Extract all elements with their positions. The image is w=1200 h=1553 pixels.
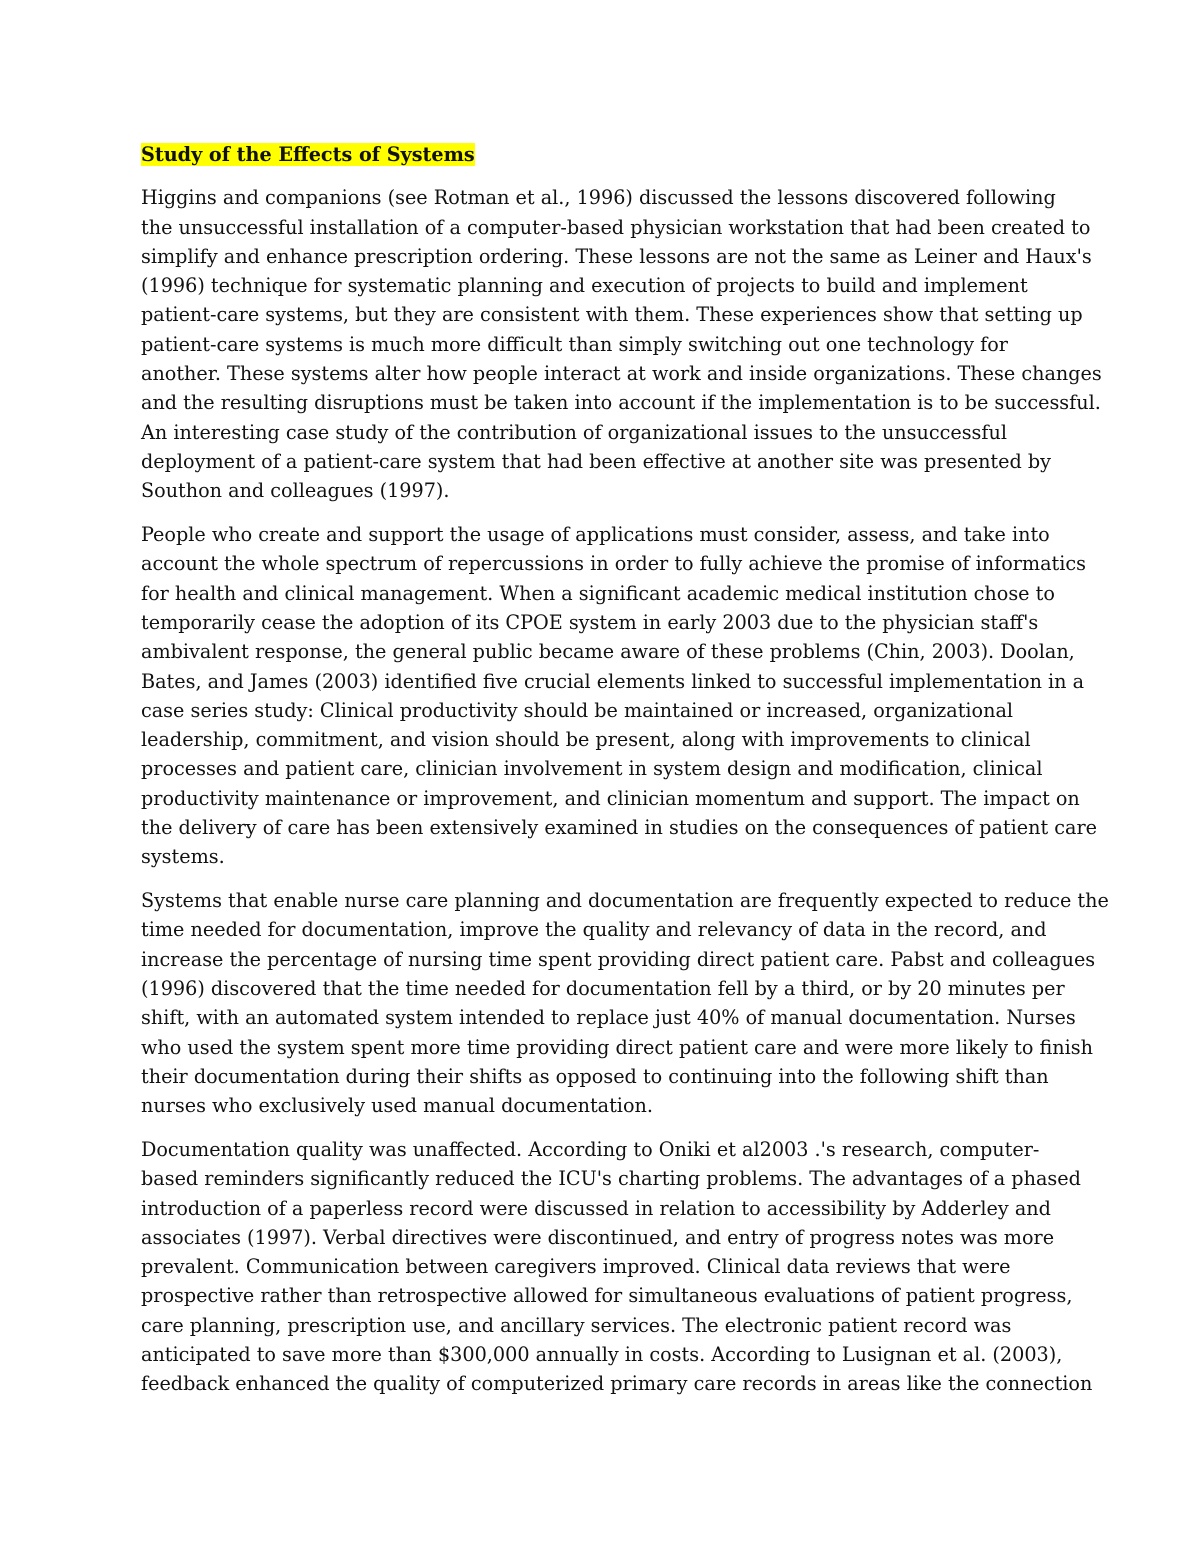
paragraph-line: and the resulting disruptions must be taken into account if the implementation is to be successful. (141, 391, 1101, 415)
paragraph-line: patient-care systems, but they are consistent with them. These experiences show that setting up (141, 303, 1083, 327)
paragraph-line: leadership, commitment, and vision should be present, along with improvements to clinical (141, 728, 1031, 752)
paragraph-line: associates (1997). Verbal directives were discontinued, and entry of progress notes was more (141, 1225, 1055, 1249)
paragraph-line: prevalent. Communication between caregivers improved. Clinical data reviews that were (141, 1255, 1011, 1279)
paragraph-line: productivity maintenance or improvement, and clinician momentum and support. The impact on (141, 786, 1080, 810)
paragraph-line: another. These systems alter how people interact at work and inside organizations. These changes (141, 362, 1102, 386)
paragraph-container (141, 183, 1109, 1398)
paragraph-line: their documentation during their shifts as opposed to continuing into the following shift than (141, 1064, 1049, 1088)
paragraph-line: ambivalent response, the general public became aware of these problems (Chin, 2003). Doolan, (141, 640, 1075, 664)
paragraph-line: increase the percentage of nursing time spent providing direct patient care. Pabst and colleagues (141, 947, 1096, 971)
paragraph-line: processes and patient care, clinician involvement in system design and modification, clinical (141, 757, 1043, 781)
paragraph-line: care planning, prescription use, and ancillary services. The electronic patient record was (141, 1313, 1012, 1337)
paragraph-line: the delivery of care has been extensively examined in studies on the consequences of patient care (141, 816, 1097, 840)
paragraph-line: simplify and enhance prescription ordering. These lessons are not the same as Leiner and Haux's (141, 244, 1092, 268)
paragraph-line: introduction of a paperless record were discussed in relation to accessibility by Adderley and (141, 1196, 1051, 1220)
paragraph-line: account the whole spectrum of repercussions in order to fully achieve the promise of informatics (141, 552, 1086, 576)
paragraph-line: Higgins and companions (see Rotman et al., 1996) discussed the lessons discovered following (141, 186, 1056, 210)
paragraph-line: shift, with an automated system intended to replace just 40% of manual documentation. Nurses (141, 1006, 1076, 1030)
paragraph-line: time needed for documentation, improve the quality and relevancy of data in the record, and (141, 918, 1047, 942)
paragraph-line: Documentation quality was unaffected. According to Oniki et al2003 .'s research, computer- (141, 1138, 1040, 1161)
paragraph-line: Southon and colleagues (1997). (141, 479, 450, 503)
paragraph (141, 886, 1109, 1120)
paragraph (141, 520, 1097, 872)
paragraph-line: An interesting case study of the contribution of organizational issues to the unsuccessful (141, 420, 1008, 444)
paragraph-line: prospective rather than retrospective allowed for simultaneous evaluations of patient progress, (141, 1284, 1073, 1308)
paragraph-line: Systems that enable nurse care planning and documentation are frequently expected to reduce the (141, 889, 1109, 913)
paragraph-line: anticipated to save more than $300,000 annually in costs. According to Lusignan et al. (2003), (141, 1343, 1063, 1367)
paragraph-line: for health and clinical management. When a significant academic medical institution chose to (141, 581, 1055, 605)
paragraph-line: nurses who exclusively used manual documentation. (141, 1094, 653, 1118)
paragraph-line: patient-care systems is much more difficult than simply switching out one technology for (141, 332, 1008, 356)
paragraph-line: (1996) discovered that the time needed for documentation fell by a third, or by 20 minutes per (141, 977, 1065, 1001)
document-body (141, 140, 1109, 1413)
paragraph-line: based reminders significantly reduced the ICU's charting problems. The advantages of a phased (141, 1167, 1081, 1191)
paragraph-line: feedback enhanced the quality of computerized primary care records in areas like the connection (141, 1372, 1093, 1396)
paragraph-line: (1996) technique for systematic planning and execution of projects to build and implement (141, 274, 1028, 298)
paragraph-line: who used the system spent more time providing direct patient care and were more likely to finish (141, 1035, 1094, 1059)
paragraph (141, 1135, 1093, 1399)
paragraph-line: case series study: Clinical productivity should be maintained or increased, organizational (141, 698, 1014, 722)
paragraph-line: the unsuccessful installation of a computer-based physician workstation that had been created to (141, 215, 1091, 239)
paragraph-line: systems. (141, 845, 225, 869)
paragraph-line: temporarily cease the adoption of its CPOE system in early 2003 due to the physician staff's (141, 610, 1039, 634)
section-heading (141, 140, 1071, 169)
highlighted-heading-text: Study of the Effects of Systems (141, 143, 475, 166)
paragraph-line: People who create and support the usage of applications must consider, assess, and take into (141, 523, 1050, 547)
paragraph (141, 183, 1102, 505)
paragraph-line: deployment of a patient-care system that had been effective at another site was presented by (141, 449, 1052, 473)
paragraph-line: Bates, and James (2003) identified five crucial elements linked to successful implementation in a (141, 669, 1085, 693)
